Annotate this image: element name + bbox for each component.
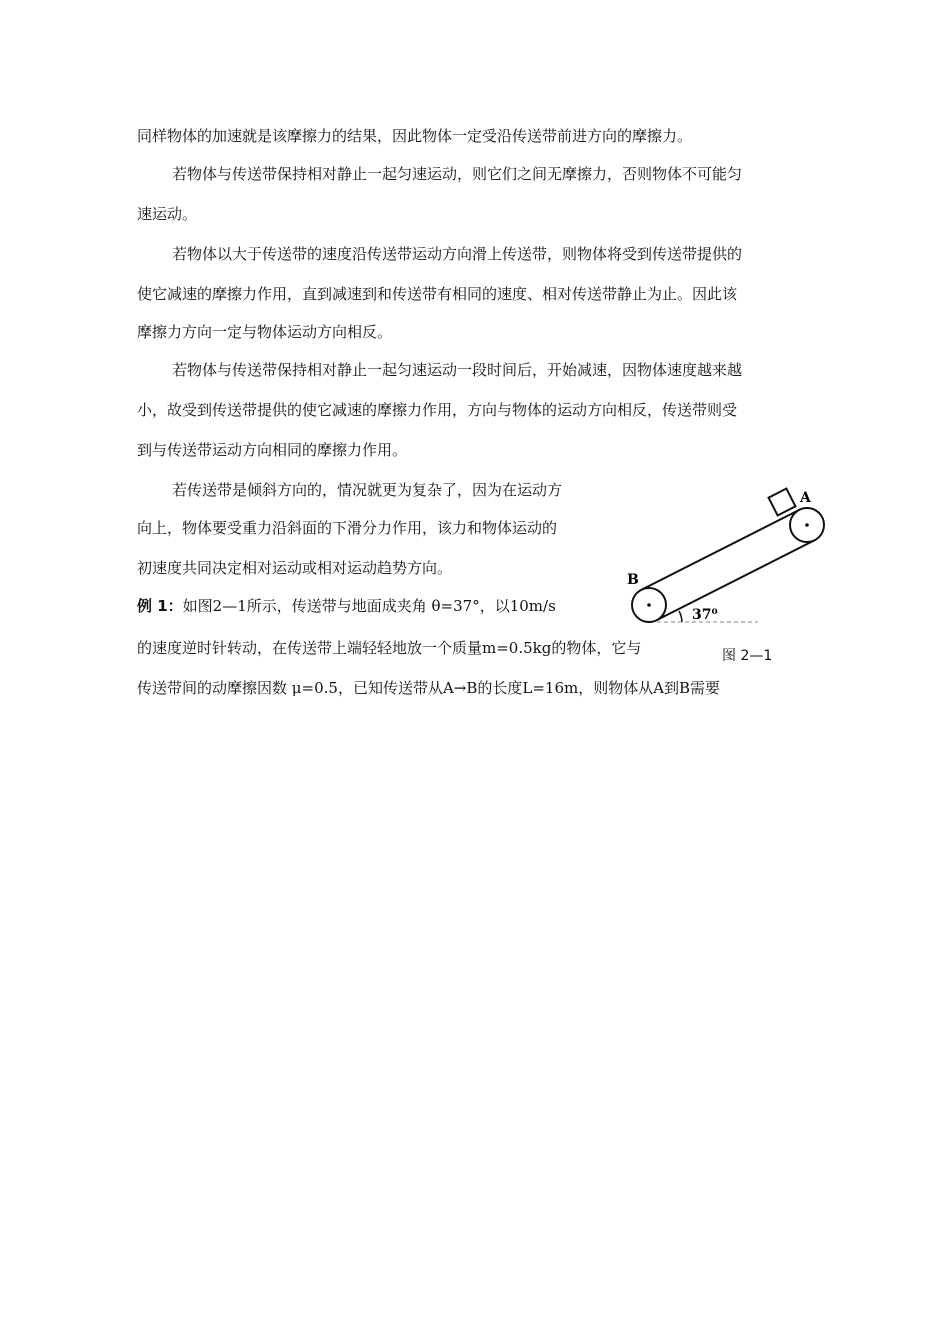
conveyor-belt-figure: [620, 478, 840, 628]
example-line-2: 的速度逆时针转动，在传送带上端轻轻地放一个质量m=0.5kg的物体，它与: [137, 639, 642, 657]
belt-bottom: [657, 540, 815, 620]
label-a: A: [800, 490, 811, 506]
paragraph-line-12: 初速度共同决定相对运动或相对运动趋势方向。: [137, 559, 453, 577]
block: [769, 489, 796, 516]
example-line-1: [137, 596, 556, 616]
paragraph-line-9: 到与传送带运动方向相同的摩擦力作用。: [137, 441, 408, 459]
paragraph-line-6: 摩擦力方向一定与物体运动方向相反。: [137, 323, 393, 341]
belt-top: [641, 510, 799, 590]
paragraph-line-5: 使它减速的摩擦力作用，直到减速到和传送带有相同的速度、相对传送带静止为止。因此该: [137, 285, 738, 303]
paragraph-line-8: 小，故受到传送带提供的使它减速的摩擦力作用，方向与物体的运动方向相反，传送带则受: [137, 401, 738, 419]
paragraph-line-2: 若物体与传送带保持相对静止一起匀速运动，则它们之间无摩擦力，否则物体不可能匀: [172, 165, 743, 183]
paragraph-line-11: 向上，物体要受重力沿斜面的下滑分力作用，该力和物体运动的: [137, 519, 558, 537]
pulley-b-axle: [647, 603, 651, 607]
paragraph-line-4: 若物体以大于传送带的速度沿传送带运动方向滑上传送带，则物体将受到传送带提供的: [172, 245, 743, 263]
example-label: 例 1：: [137, 597, 183, 615]
paragraph-line-1: 同样物体的加速就是该摩擦力的结果，因此物体一定受沿传送带前进方向的摩擦力。: [137, 127, 693, 145]
pulley-a-axle: [805, 523, 809, 527]
figure-caption: 图 2—1: [722, 648, 773, 664]
paragraph-line-7: 若物体与传送带保持相对静止一起匀速运动一段时间后，开始减速，因物体速度越来越: [172, 361, 743, 379]
angle-arc: [679, 611, 682, 622]
example-text-1: 如图2—1所示，传送带与地面成夹角 θ=37°，以10m/s: [182, 597, 556, 615]
paragraph-line-3: 速运动。: [137, 205, 198, 223]
paragraph-line-10: 若传送带是倾斜方向的，情况就更为复杂了，因为在运动方: [172, 481, 563, 499]
label-b: B: [627, 572, 639, 588]
angle-label: 37⁰: [692, 607, 718, 623]
example-line-3: 传送带间的动摩擦因数 μ=0.5，已知传送带从A→B的长度L=16m，则物体从A到B需要: [137, 679, 721, 697]
